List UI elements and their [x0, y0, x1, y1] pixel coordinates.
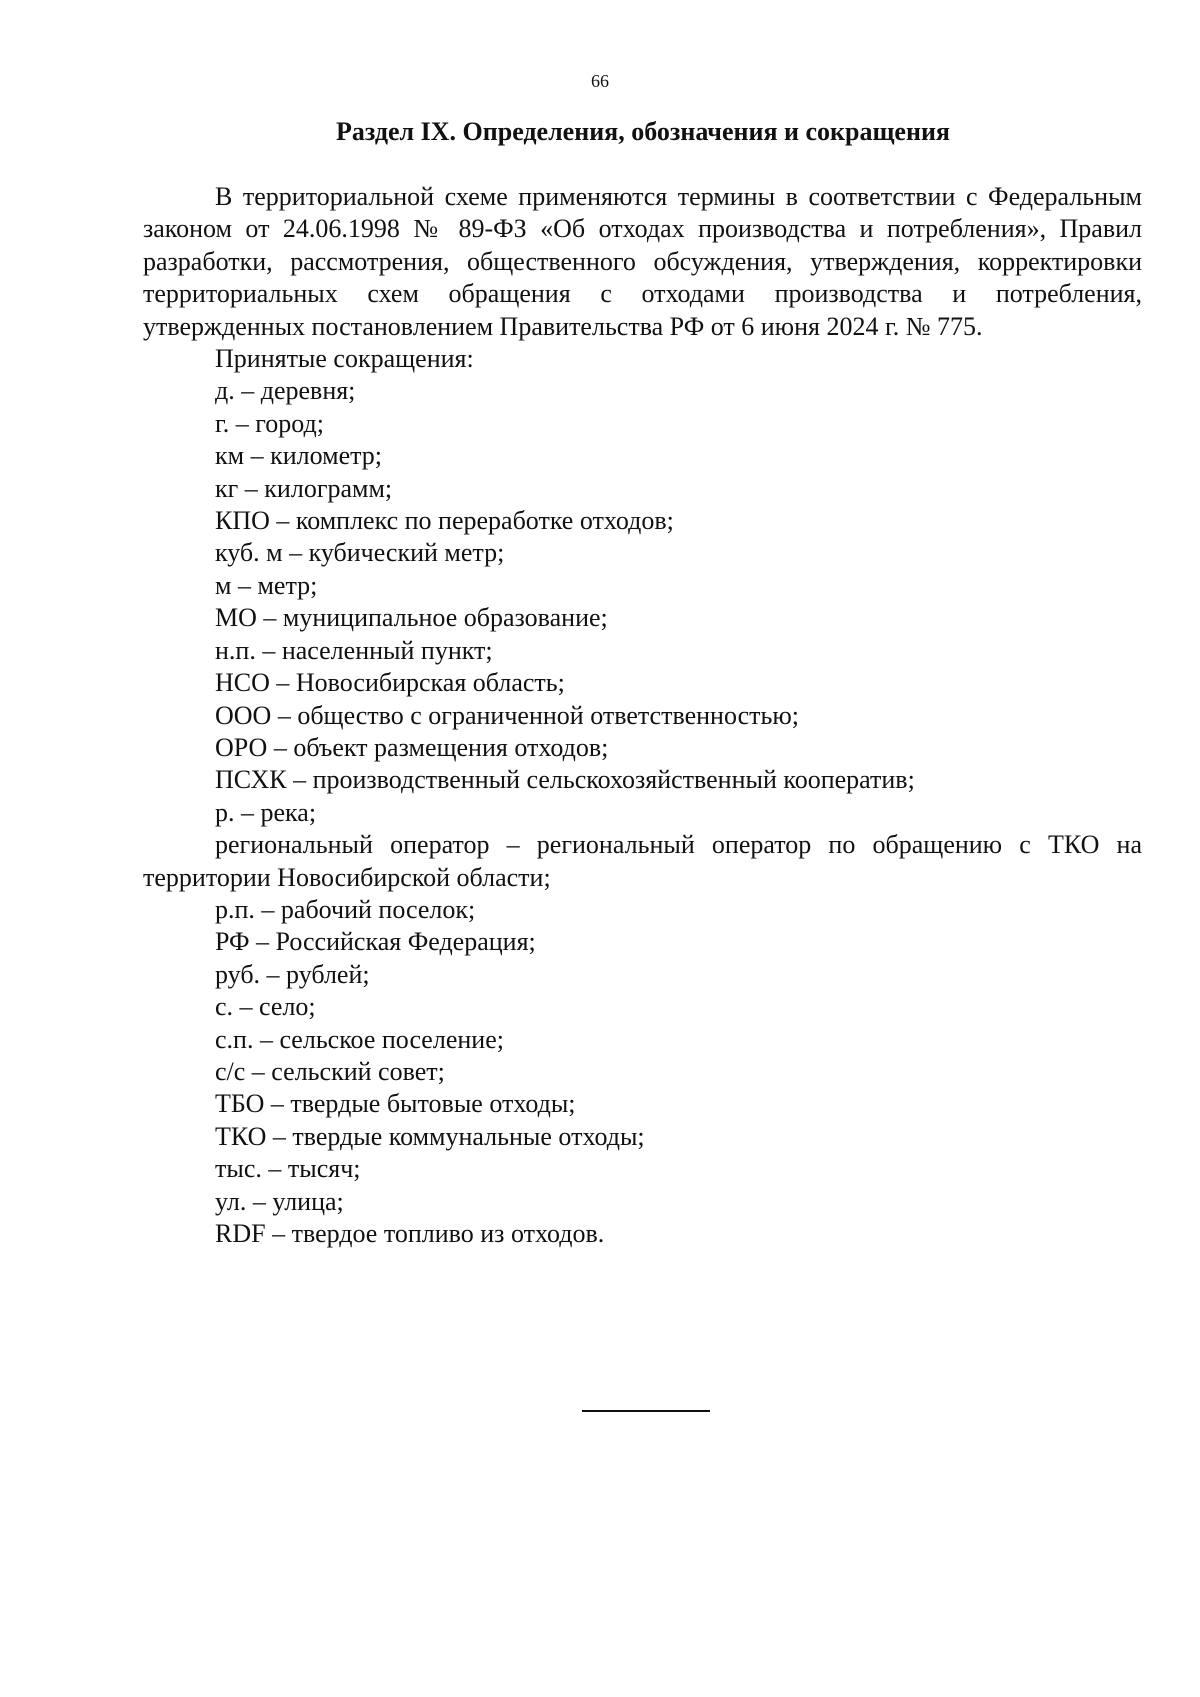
list-item: н.п. – населенный пункт; [215, 635, 493, 665]
section-title: Раздел IX. Определения, обозначения и сокращения [336, 117, 950, 146]
list-item: куб. м – кубический метр; [215, 538, 505, 568]
list-item: с.п. – сельское поселение; [215, 1024, 504, 1054]
intro-paragraph: В территориальной схеме применяются термины в соответствии с Федеральным законом от 24.06.1998 № 89-ФЗ «Об отходах производства и потребления», Правил разработки, рассмотрения, общественного обсуждения, утверждения, корректировки территориальных схем обращения с отходами производства и потребления, утвержденных постановлением Правительства РФ от 6 июня 2024 г. № 775. [143, 182, 1142, 341]
list-item: р. – река; [215, 797, 317, 827]
list-item: д. – деревня; [215, 376, 356, 406]
abbreviations-lead: Принятые сокращения: [215, 344, 474, 374]
list-item: МО – муниципальное образование; [215, 603, 608, 633]
list-item: кг – килограмм; [215, 473, 393, 503]
list-item: руб. – рублей; [215, 959, 370, 989]
document-body [143, 181, 1142, 1250]
list-item: ОРО – объект размещения отходов; [215, 732, 609, 762]
list-item: региональный оператор – региональный оператор по обращению с ТКО на территории Новосибирской области; [143, 830, 1142, 892]
list-item: ТБО – твердые бытовые отходы; [215, 1089, 576, 1119]
list-item: тыс. – тысяч; [215, 1154, 361, 1184]
abbreviations-list [143, 375, 1142, 1250]
page-number: 66 [591, 71, 609, 91]
list-item: КПО – комплекс по переработке отходов; [215, 506, 674, 536]
list-item: ТКО – твердые коммунальные отходы; [215, 1121, 645, 1151]
list-item: ПСХК – производственный сельскохозяйственный кооператив; [215, 765, 915, 795]
list-item: НСО – Новосибирская область; [215, 668, 565, 698]
list-item: ул. – улица; [215, 1186, 344, 1216]
list-item: г. – город; [215, 408, 324, 438]
list-item: РФ – Российская Федерация; [215, 927, 536, 957]
list-item: с/с – сельский совет; [215, 1056, 445, 1086]
end-rule [582, 1410, 710, 1412]
list-item: м – метр; [215, 570, 318, 600]
list-item: с. – село; [215, 992, 316, 1022]
list-item: км – километр; [215, 441, 383, 471]
list-item: р.п. – рабочий поселок; [215, 894, 476, 924]
list-item: RDF – твердое топливо из отходов. [215, 1219, 605, 1248]
list-item: ООО – общество с ограниченной ответственностью; [215, 700, 800, 730]
